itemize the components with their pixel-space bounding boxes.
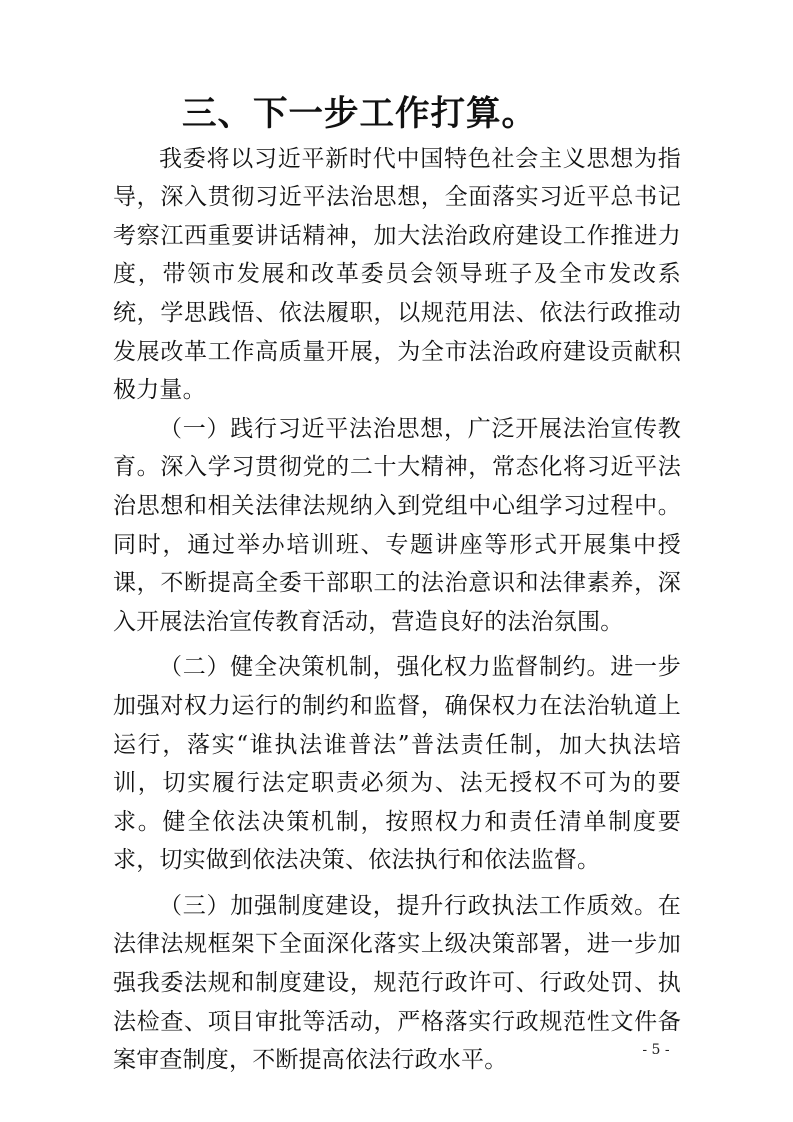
paragraph-one: （一）践行习近平法治思想，广泛开展法治宣传教育。深入学习贯彻党的二十大精神，常态化将习近平法治思想和相关法律法规纳入到党组中心组学习过程中。同时，通过举办培训班、专题讲座等形式开展集中授课，不断提高全委干部职工的法治意识和法律素养，深入开展法治宣传教育活动，营造良好的法治氛围。 bbox=[113, 415, 681, 635]
paragraph-two: （二）健全决策机制，强化权力监督制约。进一步加强对权力运行的制约和监督，确保权力在法治轨道上运行，落实“谁执法谁普法”普法责任制，加大执法培训，切实履行法定职责必须为、法无授权不可为的要求。健全依法决策机制，按照权力和责任清单制度要求，切实做到依法决策、依法执行和依法监督。 bbox=[113, 654, 681, 874]
section-heading: 三、下一步工作打算。 bbox=[182, 94, 537, 134]
document-body bbox=[113, 95, 681, 1080]
intro-paragraph: 我委将以习近平新时代中国特色社会主义思想为指导，深入贯彻习近平法治思想，全面落实习近平总书记考察江西重要讲话精神，加大法治政府建设工作推进力度，带领市发展和改革委员会领导班子及全市发改系统，学思践悟、依法履职，以规范用法、依法行政推动发展改革工作高质量开展，为全市法治政府建设贡献积极力量。 bbox=[113, 145, 681, 404]
page-number: - 5 - bbox=[642, 1042, 670, 1058]
paragraph-three: （三）加强制度建设，提升行政执法工作质效。在法律法规框架下全面深化落实上级决策部署，进一步加强我委法规和制度建设，规范行政许可、行政处罚、执法检查、项目审批等活动，严格落实行政规范性文件备案审查制度，不断提高依法行政水平。 bbox=[113, 892, 681, 1074]
